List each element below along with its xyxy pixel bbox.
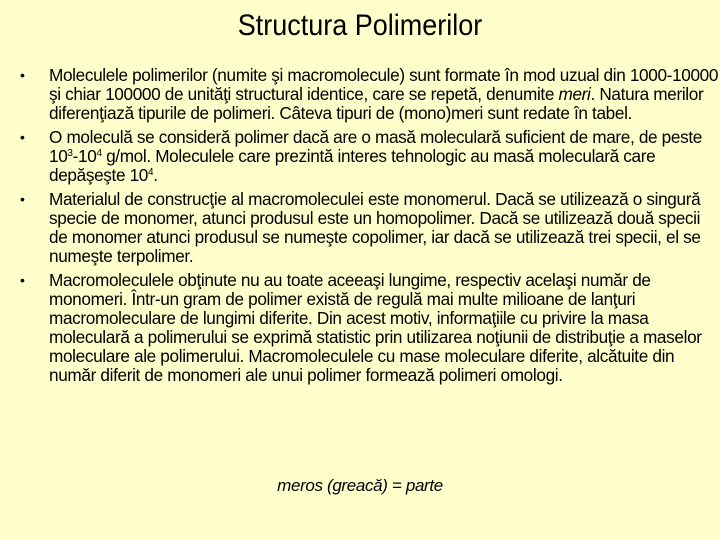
bullet-text: O moleculă se consideră polimer dacă are o masă moleculară suficient de mare, de peste 10 bbox=[49, 127, 702, 166]
bullet-item bbox=[20, 190, 719, 266]
bullet-item bbox=[20, 66, 719, 123]
etymology-note: meros (greacă) = parte bbox=[277, 476, 443, 495]
bullet-text: Macromoleculele obţinute nu au toate aceeaşi lungime, respectiv acelaşi număr de monomeri. Într-un gram de polimer există de regulă mai multe milioane de lanţuri macromoleculare de lungimi diferite. Din acest motiv, informaţiile cu privire la masa moleculară a polimerului se exprimă statistic prin utilizarea noţiunii de distribuţie a maselor moleculare ale polimerului. Macromoleculele cu mase moleculare diferite, alcătuite din număr diferit de monomeri ale unui polimer formează polimeri omologi. bbox=[49, 270, 702, 385]
bullet-item bbox=[20, 271, 719, 385]
bullet-text: Materialul de construcţie al macromoleculei este monomerul. Dacă se utilizează o singură specie de monomer, atunci produsul este un homopolimer. Dacă se utilizează două specii de monomer atunci produsul se numeşte copolimer, iar dacă se utilizează trei specii, el se numeşte terpolimer. bbox=[49, 189, 701, 266]
bullet-icon: • bbox=[20, 272, 25, 288]
bullet-text: . Natura merilor diferenţiază tipurile de polimeri. Câteva tipuri de (mono)meri sunt redate în tabel. bbox=[49, 84, 704, 123]
bullet-list bbox=[20, 66, 720, 390]
bullet-text: -10 bbox=[72, 146, 97, 166]
bullet-icon: • bbox=[20, 129, 25, 145]
bullet-item bbox=[20, 128, 719, 185]
bullet-text: Moleculele polimerilor (numite şi macromolecule) sunt formate în mod uzual din 1000-10000 şi chiar 100000 de unităţi structural identice, care se repetă, denumite bbox=[49, 65, 719, 104]
superscript: 4 bbox=[148, 167, 154, 178]
bullet-text-italic: meri bbox=[558, 84, 591, 104]
superscript: 4 bbox=[96, 148, 102, 159]
slide-title: Structura Polimerilor bbox=[237, 9, 483, 42]
bullet-icon: • bbox=[20, 191, 25, 207]
bullet-text: . bbox=[153, 165, 158, 185]
superscript: 3 bbox=[67, 148, 73, 159]
bullet-text: g/mol. Moleculele care prezintă interes tehnologic au masă moleculară care depăşeşte 10 bbox=[49, 146, 656, 185]
bullet-icon: • bbox=[20, 67, 25, 83]
